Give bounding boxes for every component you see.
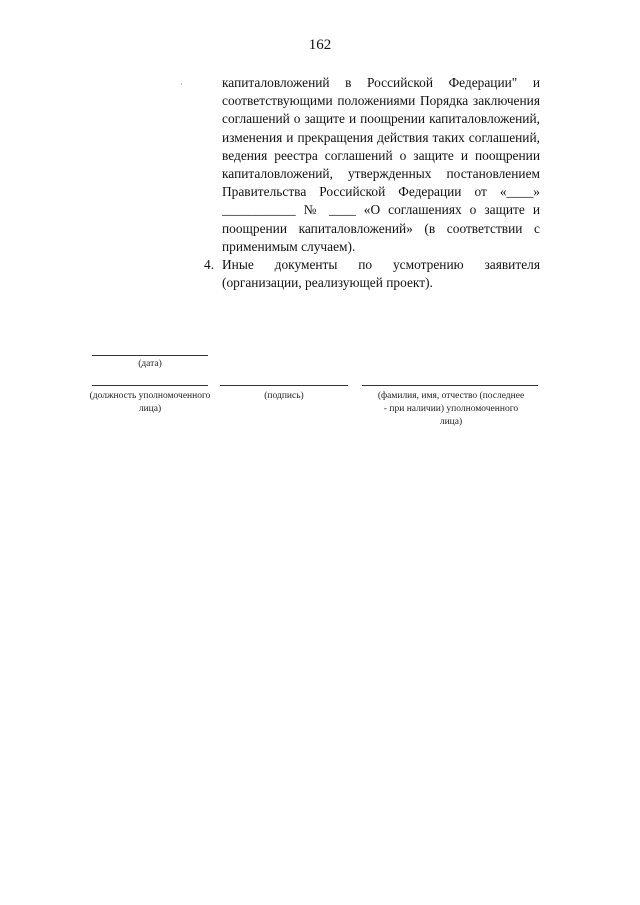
margin-mark: · <box>180 79 183 89</box>
name-line <box>362 385 538 386</box>
list-item-text: Иные документы по усмотрению заявителя (организации, реализующей проект). <box>222 257 540 291</box>
continuation-paragraph: капиталовложений в Российской Федерации" и соответствующими положениями Порядка заключения соглашений о защите и поощрении капиталовложений, изменения и прекращения действия таких соглашений, ведения реестра соглашений о защите и поощрении капиталовложений, утвержденных постановлением Правительства Российской Федерации от «____» ___________ № ____ «О соглашениях о защите и поощрении капиталовложений» (в соответствии с применимым случаем). <box>222 75 540 254</box>
position-caption: (должность уполномоченного лица) <box>89 391 211 414</box>
signature-caption: (подпись) <box>264 391 304 401</box>
position-line <box>92 385 208 386</box>
signature-line <box>220 385 348 386</box>
date-caption: (дата) <box>138 359 162 369</box>
list-item: 4. Иные документы по усмотрению заявителя (организации, реализующей проект). <box>222 256 540 292</box>
document-body <box>204 74 540 292</box>
date-line <box>92 355 208 356</box>
page-number: 162 <box>308 37 332 53</box>
name-caption: (фамилия, имя, отчество (последнее - при наличии) уполномоченного лица) <box>377 391 525 427</box>
